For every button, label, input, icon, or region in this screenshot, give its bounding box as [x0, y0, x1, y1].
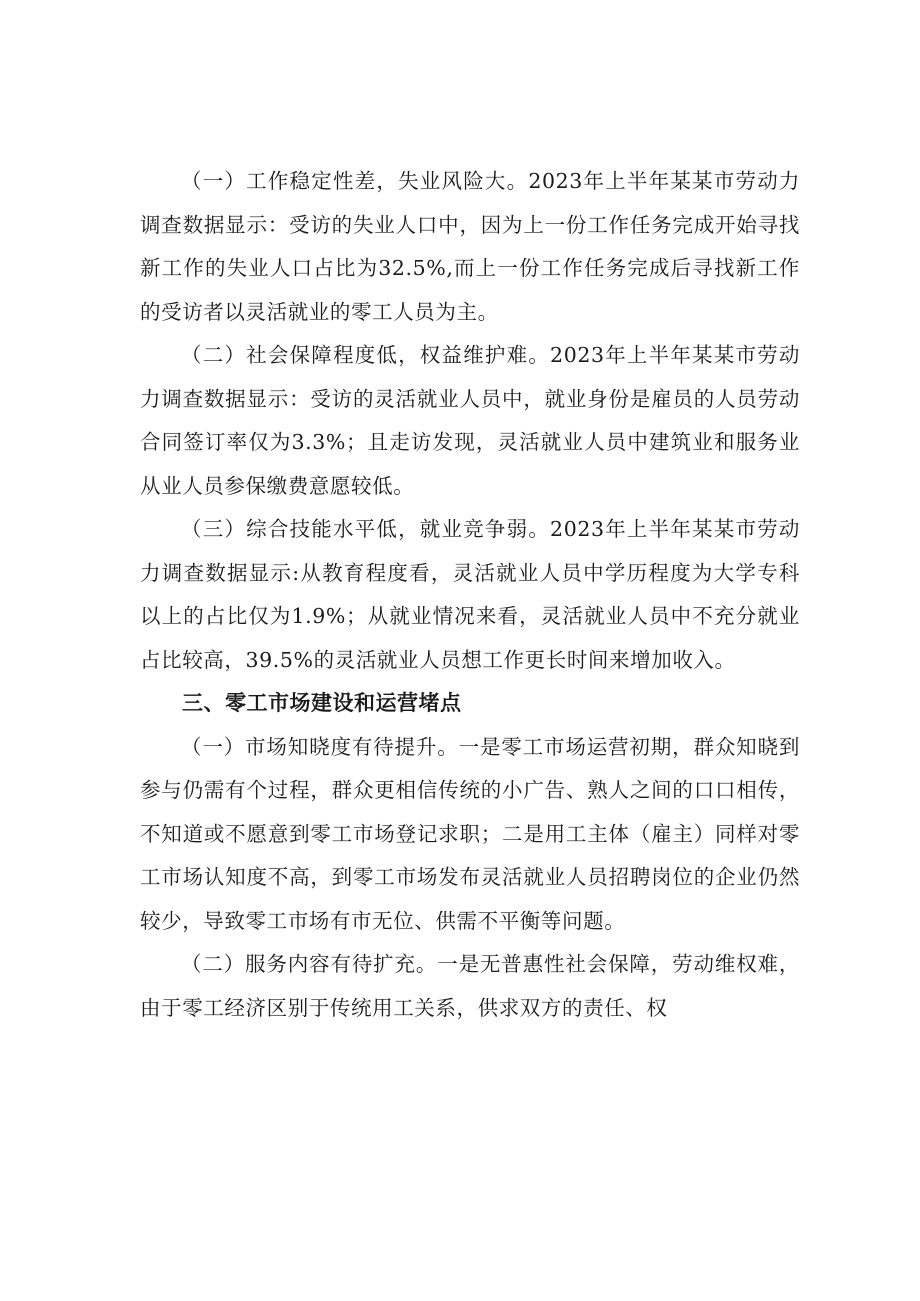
document-page: [140, 160, 800, 1030]
section-heading: 三、零工市场建设和运营堵点: [182, 691, 462, 715]
paragraph-job-stability: （一）工作稳定性差，失业风险大。2023年上半年某某市劳动力调查数据显示：受访的失业人口中，因为上一份工作任务完成开始寻找新工作的失业人口占比为32.5%,而上一份工作任务完成后寻找新工作的受访者以灵活就业的零工人员为主。: [140, 169, 800, 324]
paragraph-service-content: （二）服务内容有待扩充。一是无普惠性社会保障，劳动维权难，由于零工经济区别于传统用工关系，供求双方的责任、权: [140, 952, 800, 1020]
paragraph-market-awareness: （一）市场知晓度有待提升。一是零工市场运营初期，群众知晓到参与仍需有个过程，群众更相信传统的小广告、熟人之间的口口相传，不知道或不愿意到零工市场登记求职；二是用工主体（雇主）同样对零工市场认知度不高，到零工市场发布灵活就业人员招聘岗位的企业仍然较少，导致零工市场有市无位、供需不平衡等问题。: [140, 734, 800, 933]
paragraph-social-security: （二）社会保障程度低，权益维护难。2023年上半年某某市劳动力调查数据显示：受访的灵活就业人员中，就业身份是雇员的人员劳动合同签订率仅为3.3%；且走访发现，灵活就业人员中建筑业和服务业从业人员参保缴费意愿较低。: [140, 343, 800, 498]
paragraph-skill-level: （三）综合技能水平低，就业竞争弱。2023年上半年某某市劳动力调查数据显示:从教育程度看，灵活就业人员中学历程度为大学专科以上的占比仅为1.9%；从就业情况来看，灵活就业人员中不充分就业占比较高，39.5%的灵活就业人员想工作更长时间来增加收入。: [140, 517, 800, 672]
